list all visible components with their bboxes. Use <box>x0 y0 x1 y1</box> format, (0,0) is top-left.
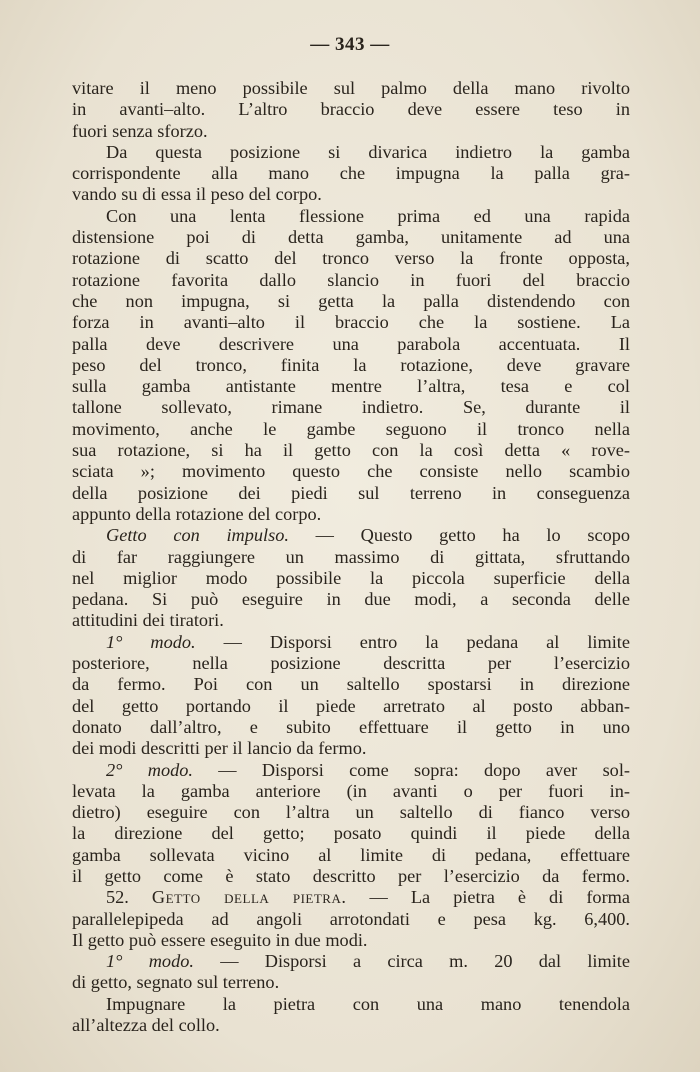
text-line <box>72 866 630 887</box>
text-line <box>72 355 630 376</box>
line-text: Impugnare la pietra con una mano tenendola <box>106 993 630 1014</box>
line-text: posteriore, nella posizione descritta per l’esercizio <box>72 653 630 674</box>
line-text: vando su di essa il peso del corpo. <box>72 184 322 205</box>
line-text: movimento, anche le gambe seguono il tronco nella <box>72 418 630 439</box>
line-text: tallone sollevato, rimane indietro. Se, durante il <box>72 397 630 418</box>
line-text: nel miglior modo possibile la piccola superficie della <box>72 567 630 588</box>
line-text: peso del tronco, finita la rotazione, deve gravare <box>72 354 630 375</box>
text-line <box>72 802 630 823</box>
text-line <box>72 461 630 482</box>
text-line <box>72 610 630 631</box>
line-text: levata la gamba anteriore (in avanti o per fuori in- <box>72 780 630 801</box>
text-line <box>72 547 630 568</box>
text-line <box>72 760 630 781</box>
text-line <box>72 568 630 589</box>
text-line <box>72 440 630 461</box>
text-line <box>72 504 630 525</box>
line-text: sua rotazione, si ha il getto con la così detta « rove- <box>72 440 630 461</box>
line-text: di far raggiungere un massimo di gittata, sfruttando <box>72 546 630 567</box>
line-text: in avanti–alto. L’altro braccio deve essere teso in <box>72 99 630 120</box>
line-text: attitudini dei tiratori. <box>72 610 224 631</box>
text-line <box>72 930 630 951</box>
line-text: della posizione dei piedi sul terreno in conseguenza <box>72 482 630 503</box>
text-line <box>72 674 630 695</box>
text-line <box>72 632 630 653</box>
line-text: — La pietra è di forma <box>346 887 630 908</box>
run-in-heading: 1° modo. <box>106 631 196 652</box>
text-line <box>72 696 630 717</box>
text-line <box>72 142 630 163</box>
text-line <box>72 397 630 418</box>
text-line <box>72 248 630 269</box>
text-line <box>72 312 630 333</box>
body-text <box>72 78 630 1036</box>
text-line <box>72 270 630 291</box>
run-in-heading: Getto con impulso. <box>106 525 289 546</box>
line-text: appunto della rotazione del corpo. <box>72 503 322 524</box>
section-number: 52. <box>106 887 152 908</box>
line-text: da fermo. Poi con un saltello spostarsi in direzione <box>72 674 630 695</box>
line-text: Il getto può essere eseguito in due modi. <box>72 929 368 950</box>
text-line <box>72 419 630 440</box>
line-text: — Disporsi a circa m. 20 dal limite <box>193 951 630 972</box>
text-line <box>72 994 630 1015</box>
line-text: del getto portando il piede arretrato al posto abban- <box>72 695 630 716</box>
line-text: di getto, segnato sul terreno. <box>72 972 280 993</box>
text-line <box>72 291 630 312</box>
text-line <box>72 653 630 674</box>
line-text: pedana. Si può eseguire in due modi, a seconda delle <box>72 589 630 610</box>
text-line <box>72 184 630 205</box>
line-text: — Disporsi entro la pedana al limite <box>195 631 630 652</box>
text-line <box>72 334 630 355</box>
text-line <box>72 227 630 248</box>
page-number: — 343 — <box>310 34 390 55</box>
text-line <box>72 163 630 184</box>
text-line <box>72 206 630 227</box>
line-text: fuori senza sforzo. <box>72 120 208 141</box>
text-line <box>72 887 630 908</box>
line-text: donato dall’altro, e subito effettuare il getto in uno <box>72 716 630 737</box>
text-line <box>72 738 630 759</box>
text-line <box>72 972 630 993</box>
line-text: gamba sollevata vicino al limite di pedana, effettuare <box>72 844 630 865</box>
line-text: la direzione del getto; posato quindi il piede della <box>72 823 630 844</box>
line-text: sciata »; movimento questo che consiste nello scambio <box>72 461 630 482</box>
line-text: forza in avanti–alto il braccio che la sostiene. La <box>72 312 630 333</box>
run-in-heading: 1° modo. <box>106 951 194 972</box>
line-text: all’altezza del collo. <box>72 1015 220 1036</box>
line-text: corrispondente alla mano che impugna la palla gra- <box>72 163 630 184</box>
line-text: dei modi descritti per il lancio da fermo. <box>72 738 367 759</box>
text-line <box>72 78 630 99</box>
line-text: Con una lenta flessione prima ed una rapida <box>106 205 630 226</box>
text-line <box>72 717 630 738</box>
line-text: dietro) eseguire con l’altra un saltello di fianco verso <box>72 802 630 823</box>
line-text: sulla gamba antistante mentre l’altra, tesa e col <box>72 376 630 397</box>
run-in-heading: 2° modo. <box>106 759 193 780</box>
line-text: vitare il meno possibile sul palmo della mano rivolto <box>72 78 630 98</box>
text-line <box>72 823 630 844</box>
text-line <box>72 1015 630 1036</box>
line-text: distensione poi di detta gamba, unitamente ad una <box>72 227 630 248</box>
text-line <box>72 99 630 120</box>
line-text: rotazione favorita dallo slancio in fuori del braccio <box>72 269 630 290</box>
text-line <box>72 483 630 504</box>
text-line <box>72 376 630 397</box>
line-text: — Questo getto ha lo scopo <box>288 525 630 546</box>
line-text: parallelepipeda ad angoli arrotondati e pesa kg. 6,400. <box>72 908 630 929</box>
section-title: Getto della pietra. <box>151 887 347 908</box>
text-line <box>72 845 630 866</box>
text-line <box>72 525 630 546</box>
text-line <box>72 121 630 142</box>
text-line <box>72 589 630 610</box>
line-text: rotazione di scatto del tronco verso la fronte opposta, <box>72 248 630 269</box>
line-text: palla deve descrivere una parabola accentuata. Il <box>72 333 630 354</box>
line-text: il getto come è stato descritto per l’esercizio da fermo. <box>72 865 630 886</box>
text-line <box>72 909 630 930</box>
text-line <box>72 951 630 972</box>
text-line <box>72 781 630 802</box>
line-text: che non impugna, si getta la palla distendendo con <box>72 290 630 311</box>
line-text: Da questa posizione si divarica indietro la gamba <box>106 141 630 162</box>
line-text: — Disporsi come sopra: dopo aver sol- <box>192 759 630 780</box>
